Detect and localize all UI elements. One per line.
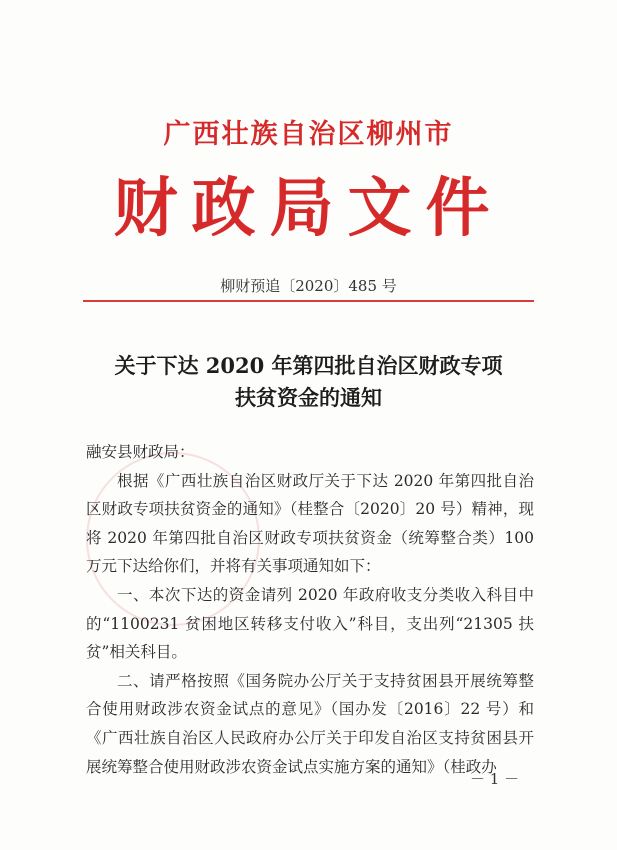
body-paragraph-2: 一、本次下达的资金请列 2020 年政府收支分类收入科目中的“1100231 贫困地区转移支付收入”科目，支出列“21305 扶贫”相关科目。 (86, 585, 534, 662)
red-divider (83, 300, 534, 302)
body-paragraph-1: 根据《广西壮族自治区财政厅关于下达 2020 年第四批自治区财政专项扶贫资金的通知》（桂整合〔2020〕20 号）精神，现将 2020 年第四批自治区财政专项扶贫资金（统筹整合类）100 万元下达给你们，并将有关事项通知如下： (86, 471, 534, 576)
notice-title (0, 350, 617, 414)
issuer-name: 广西壮族自治区柳州市 (163, 119, 454, 150)
document-type: 财政局文件 (113, 171, 504, 246)
page-number: － 1 － (470, 770, 520, 788)
title-line-1: 关于下达 2020 年第四批自治区财政专项 (114, 353, 503, 378)
document-number: 柳财预追〔2020〕485 号 (220, 277, 397, 295)
notice-body (86, 438, 534, 781)
body-paragraph-3: 二、请严格按照《国务院办公厅关于支持贫困县开展统筹整合使用财政涉农资金试点的意见》（国办发〔2016〕22 号）和《广西壮族自治区人民政府办公厅关于印发自治区支持贫困县开展统筹整合使用财政涉农资金试点实施方案的通知》（桂政办 (86, 671, 534, 776)
title-line-2: 扶贫资金的通知 (235, 385, 382, 410)
recipient: 融安县财政局： (86, 443, 195, 461)
